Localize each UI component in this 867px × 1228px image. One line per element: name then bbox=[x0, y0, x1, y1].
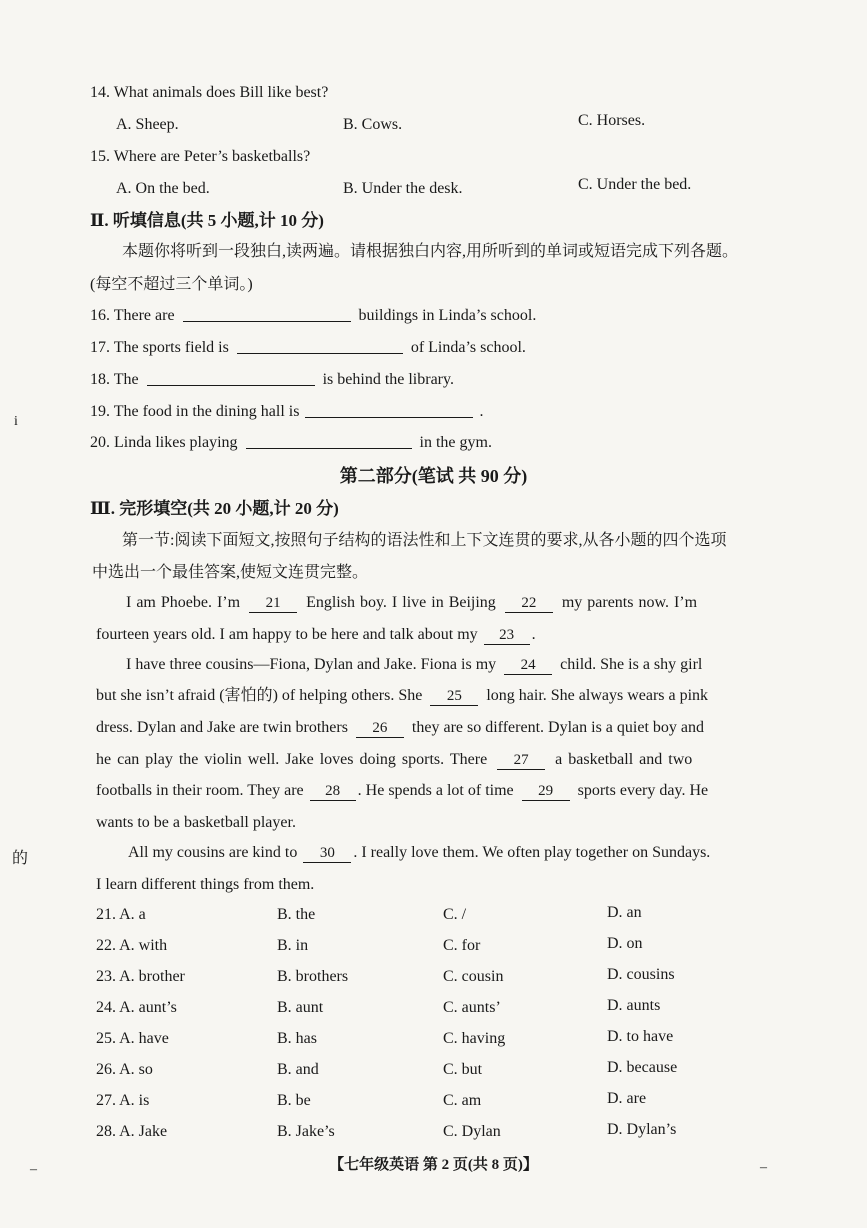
question-20-after: in the gym. bbox=[419, 434, 492, 451]
section-3-instruction-1: 第一节:阅读下面短文,按照句子结构的语法性和上下文连贯的要求,从各小题的四个选项 bbox=[122, 532, 727, 549]
cloze-blank-29[interactable]: 29 bbox=[522, 782, 570, 801]
choice-22-d[interactable]: D. on bbox=[607, 935, 643, 952]
choice-27-b[interactable]: B. be bbox=[277, 1092, 311, 1109]
cloze-blank-27[interactable]: 27 bbox=[497, 751, 545, 770]
passage-text: but she isn’t afraid (害怕的) of helping others. She bbox=[96, 687, 423, 704]
choice-23-c[interactable]: C. cousin bbox=[443, 968, 504, 985]
choice-27-d[interactable]: D. are bbox=[607, 1090, 647, 1107]
passage-line-8 bbox=[96, 812, 296, 834]
passage-text: footballs in their room. They are bbox=[96, 782, 304, 799]
question-20-answer-blank[interactable] bbox=[246, 432, 412, 449]
choice-26-b[interactable]: B. and bbox=[277, 1061, 319, 1078]
margin-mark-bottom-left: – bbox=[30, 1162, 37, 1177]
part-2-title: 第二部分(笔试 共 90 分) bbox=[339, 466, 528, 486]
question-18 bbox=[90, 369, 454, 391]
choice-24-d[interactable]: D. aunts bbox=[607, 997, 661, 1014]
question-19-before: 19. The food in the dining hall is bbox=[90, 403, 300, 420]
question-19-after: . bbox=[479, 403, 484, 420]
section-2-instruction-1: 本题你将听到一段独白,读两遍。请根据独白内容,用所听到的单词或短语完成下列各题。 bbox=[122, 243, 739, 260]
passage-text: they are so different. Dylan is a quiet boy and bbox=[411, 719, 704, 736]
passage-line-9 bbox=[128, 842, 710, 864]
passage-text: fourteen years old. I am happy to be here and talk about my bbox=[96, 626, 478, 643]
passage-text: All my cousins are kind to bbox=[128, 844, 298, 861]
cloze-blank-30[interactable]: 30 bbox=[303, 844, 351, 863]
choice-26-d[interactable]: D. because bbox=[607, 1059, 678, 1076]
passage-text: sports every day. He bbox=[577, 782, 709, 799]
choice-27-c[interactable]: C. am bbox=[443, 1092, 482, 1109]
question-20-before: 20. Linda likes playing bbox=[90, 434, 238, 451]
cloze-blank-28[interactable]: 28 bbox=[310, 782, 356, 801]
choice-21-d[interactable]: D. an bbox=[607, 904, 642, 921]
choice-24-a[interactable]: 24. A. aunt’s bbox=[96, 999, 177, 1016]
question-20 bbox=[90, 432, 492, 454]
question-17-before: 17. The sports field is bbox=[90, 339, 229, 356]
passage-text: . I really love them. We often play together on Sundays. bbox=[353, 844, 711, 861]
margin-mark-bottom-right: – bbox=[760, 1160, 767, 1175]
question-19-answer-blank[interactable] bbox=[305, 401, 473, 418]
choice-22-a[interactable]: 22. A. with bbox=[96, 937, 168, 954]
choice-23-d[interactable]: D. cousins bbox=[607, 966, 675, 983]
choice-25-a[interactable]: 25. A. have bbox=[96, 1030, 169, 1047]
passage-line-7 bbox=[96, 780, 708, 802]
choice-22-b[interactable]: B. in bbox=[277, 937, 309, 954]
question-15-stem: 15. Where are Peter’s basketballs? bbox=[90, 148, 311, 165]
passage-text: he can play the violin well. Jake loves doing sports. There bbox=[96, 751, 488, 768]
cloze-blank-24[interactable]: 24 bbox=[504, 656, 552, 675]
cloze-blank-25[interactable]: 25 bbox=[430, 687, 478, 706]
passage-line-4 bbox=[96, 685, 708, 707]
passage-line-1 bbox=[126, 592, 697, 614]
question-16-answer-blank[interactable] bbox=[183, 305, 351, 322]
question-16-before: 16. There are bbox=[90, 307, 175, 324]
section-3-instruction-2: 中选出一个最佳答案,使短文连贯完整。 bbox=[92, 564, 369, 581]
section-2-instruction-2: (每空不超过三个单词。) bbox=[90, 276, 253, 293]
question-16-after: buildings in Linda’s school. bbox=[358, 307, 537, 324]
choice-28-b[interactable]: B. Jake’s bbox=[277, 1123, 335, 1140]
passage-text: dress. Dylan and Jake are twin brothers bbox=[96, 719, 348, 736]
margin-mark-de: 的 bbox=[12, 850, 29, 867]
cloze-blank-22[interactable]: 22 bbox=[505, 594, 553, 613]
cloze-blank-23[interactable]: 23 bbox=[484, 626, 530, 645]
choice-22-c[interactable]: C. for bbox=[443, 937, 481, 954]
question-16 bbox=[90, 305, 536, 327]
question-15-option-b: B. Under the desk. bbox=[343, 180, 463, 197]
passage-line-3 bbox=[126, 654, 702, 676]
choice-23-b[interactable]: B. brothers bbox=[277, 968, 349, 985]
cloze-blank-26[interactable]: 26 bbox=[356, 719, 404, 738]
passage-line-10 bbox=[96, 874, 314, 896]
question-14-stem: 14. What animals does Bill like best? bbox=[90, 84, 329, 101]
passage-text: a basketball and two bbox=[555, 751, 693, 768]
question-15-option-a: A. On the bed. bbox=[116, 180, 210, 197]
section-3-heading: Ⅲ. 完形填空(共 20 小题,计 20 分) bbox=[90, 499, 339, 518]
passage-text: English boy. I live in Beijing bbox=[306, 594, 496, 611]
choice-26-c[interactable]: C. but bbox=[443, 1061, 483, 1078]
choice-24-b[interactable]: B. aunt bbox=[277, 999, 324, 1016]
passage-text: . bbox=[531, 626, 536, 643]
choice-21-b[interactable]: B. the bbox=[277, 906, 316, 923]
passage-text: I learn different things from them. bbox=[96, 876, 315, 893]
question-17 bbox=[90, 337, 526, 359]
page-footer: 【七年级英语 第 2 页(共 8 页)】 bbox=[329, 1157, 538, 1173]
choice-23-a[interactable]: 23. A. brother bbox=[96, 968, 185, 985]
question-18-answer-blank[interactable] bbox=[147, 369, 315, 386]
passage-line-5 bbox=[96, 717, 704, 739]
choice-26-a[interactable]: 26. A. so bbox=[96, 1061, 153, 1078]
passage-text: . He spends a lot of time bbox=[357, 782, 514, 799]
choice-24-c[interactable]: C. aunts’ bbox=[443, 999, 501, 1016]
choice-25-d[interactable]: D. to have bbox=[607, 1028, 674, 1045]
passage-text: I am Phoebe. I’m bbox=[126, 594, 241, 611]
question-17-after: of Linda’s school. bbox=[410, 339, 526, 356]
question-14-option-a: A. Sheep. bbox=[116, 116, 179, 133]
choice-27-a[interactable]: 27. A. is bbox=[96, 1092, 150, 1109]
margin-mark-i: i bbox=[14, 414, 18, 429]
choice-25-b[interactable]: B. has bbox=[277, 1030, 317, 1047]
choice-21-c[interactable]: C. / bbox=[443, 906, 467, 923]
choice-28-d[interactable]: D. Dylan’s bbox=[607, 1121, 677, 1138]
passage-line-6 bbox=[96, 749, 692, 771]
question-17-answer-blank[interactable] bbox=[237, 337, 403, 354]
choice-28-a[interactable]: 28. A. Jake bbox=[96, 1123, 168, 1140]
passage-text: wants to be a basketball player. bbox=[96, 814, 296, 831]
question-18-after: is behind the library. bbox=[322, 371, 454, 388]
cloze-blank-21[interactable]: 21 bbox=[249, 594, 297, 613]
passage-text: my parents now. I’m bbox=[561, 594, 698, 611]
passage-text: long hair. She always wears a pink bbox=[486, 687, 709, 704]
question-14-option-b: B. Cows. bbox=[343, 116, 403, 133]
question-18-before: 18. The bbox=[90, 371, 139, 388]
choice-21-a[interactable]: 21. A. a bbox=[96, 906, 146, 923]
passage-text: child. She is a shy girl bbox=[560, 656, 703, 673]
choice-25-c[interactable]: C. having bbox=[443, 1030, 506, 1047]
question-14-option-c: C. Horses. bbox=[578, 112, 646, 129]
question-19 bbox=[90, 401, 483, 423]
choice-28-c[interactable]: C. Dylan bbox=[443, 1123, 501, 1140]
section-2-heading: Ⅱ. 听填信息(共 5 小题,计 10 分) bbox=[90, 211, 324, 230]
passage-text: I have three cousins—Fiona, Dylan and Jake. Fiona is my bbox=[126, 656, 497, 673]
passage-line-2 bbox=[96, 624, 536, 646]
question-15-option-c: C. Under the bed. bbox=[578, 176, 692, 193]
